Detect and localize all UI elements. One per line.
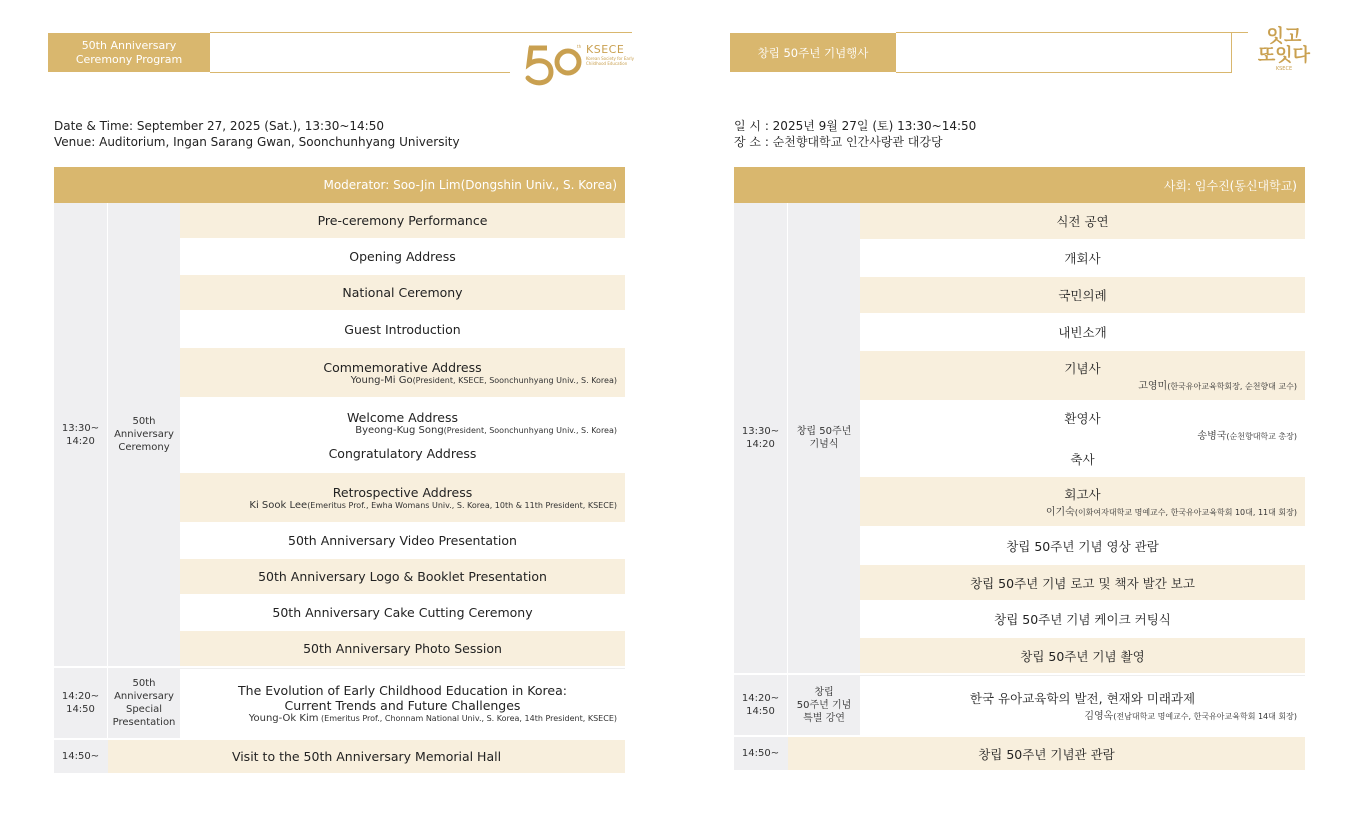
program-item: Opening Address — [180, 239, 625, 274]
moderator-bar: Moderator: Soo-Jin Lim(Dongshin Univ., S. Korea) — [54, 167, 625, 203]
program-item: 50th Anniversary Cake Cutting Ceremony — [180, 595, 625, 630]
final-item: 창립 50주년 기념관 관람 — [788, 737, 1305, 770]
event-datetime: 일 시 : 2025년 9월 27일 (토) 13:30~14:50 — [734, 119, 977, 133]
event-datetime: Date & Time: September 27, 2025 (Sat.), 13:30~14:50 — [54, 119, 384, 133]
final-item: Visit to the 50th Anniversary Memorial Hall — [108, 740, 625, 773]
program-item: 국민의례 — [860, 277, 1305, 313]
program-item: 개회사 — [860, 240, 1305, 276]
speaker: Young-Ok Kim (Emeritus Prof., Chonnam National Univ., S. Korea, 14th President, KSECE) — [248, 713, 617, 724]
logo-tagline: Korean Society for Early Childhood Education — [586, 56, 634, 66]
section-ceremony: 창립 50주년 기념식 — [796, 426, 852, 450]
event-venue: 장 소 : 순천향대학교 인간사랑관 대강당 — [734, 135, 943, 149]
program-item: Pre-ceremony Performance — [180, 203, 625, 238]
header-rule-bottom — [210, 72, 510, 73]
svg-text:th: th — [577, 44, 582, 49]
program-item: 창립 50주년 기념 촬영 — [860, 638, 1305, 673]
program-item: Welcome Address Byeong-Kug Song(President, Soonchunhyang Univ., S. Korea) Congratulatory Address — [180, 398, 625, 472]
header-tab: 50th Anniversary Ceremony Program — [48, 33, 210, 72]
speaker: Byeong-Kug Song(President, Soonchunhyang Univ., S. Korea) — [355, 424, 617, 436]
program-item: 창립 50주년 기념 영상 관람 — [860, 527, 1305, 564]
header-rule-bottom — [896, 72, 1231, 73]
special-lecture: The Evolution of Early Childhood Education in Korea: Current Trends and Future Challenges Young-Ok Kim (Emeritus Prof., Chonnam National Univ., S. Korea, 14th President, KSECE) — [180, 668, 625, 738]
time-slot-2: 14:20~ 14:50 — [741, 693, 780, 717]
program-item: 50th Anniversary Logo & Booklet Presentation — [180, 559, 625, 594]
time-slot-2: 14:20~ 14:50 — [61, 691, 100, 715]
program-item: Guest Introduction — [180, 311, 625, 347]
logo-org: KSECE — [586, 43, 625, 56]
program-item: 창립 50주년 기념 로고 및 책자 발간 보고 — [860, 565, 1305, 600]
fifty-logo-icon — [525, 42, 585, 88]
program-item: 내빈소개 — [860, 314, 1305, 350]
speaker: Ki Sook Lee(Emeritus Prof., Ewha Womans Univ., S. Korea, 10th & 11th President, KSECE) — [249, 499, 617, 511]
slogan-logo: 잇고 또잇다 KSECE — [1257, 26, 1311, 72]
program-item: 창립 50주년 기념 케이크 커팅식 — [860, 601, 1305, 637]
event-info — [54, 118, 460, 150]
program-item: National Ceremony — [180, 275, 625, 310]
program-item: 기념사 고영미(한국유아교육학회장, 순천향대 교수) — [860, 351, 1305, 400]
program-item: 회고사 이기숙(이화여자대학교 명예교수, 한국유아교육학회 10대, 11대 회장) — [860, 477, 1305, 526]
special-lecture: 한국 유아교육학의 발전, 현재와 미래과제 김영옥(전남대학교 명예교수, 한국유아교육학회 14대 회장) — [860, 675, 1305, 735]
section-special-presentation: 50th Anniversary Special Presentation — [112, 678, 176, 728]
speaker: Young-Mi Go(President, KSECE, Soonchunhyang Univ., S. Korea) — [350, 374, 617, 386]
program-item: 환영사 송병국(순천향대학교 총장) 축사 — [860, 401, 1305, 476]
program-item: 50th Anniversary Photo Session — [180, 631, 625, 666]
speaker: 이기숙(이화여자대학교 명예교수, 한국유아교육학회 10대, 11대 회장) — [1045, 507, 1297, 518]
anniversary-logo — [525, 42, 585, 92]
section-ceremony: 50th Anniversary Ceremony — [114, 416, 174, 453]
korean-program-page — [680, 0, 1360, 831]
time-slot-3: 14:50~ — [741, 748, 780, 759]
header-tab: 창립 50주년 기념행사 — [730, 33, 896, 72]
speaker: 송병국(순천향대학교 총장) — [1197, 431, 1297, 442]
section-special-lecture: 창립 50주년 기념 특별 강연 — [796, 686, 852, 724]
time-slot-1: 13:30~ 14:20 — [741, 426, 780, 450]
moderator-bar: 사회: 임수진(동신대학교) — [734, 167, 1305, 203]
speaker: 김영옥(전남대학교 명예교수, 한국유아교육학회 14대 회장) — [1084, 711, 1297, 722]
time-slot-3: 14:50~ — [61, 751, 100, 762]
time-slot-1: 13:30~ 14:20 — [61, 422, 100, 447]
program-item: Commemorative Address Young-Mi Go(President, KSECE, Soonchunhyang Univ., S. Korea) — [180, 348, 625, 397]
header-rule-top — [210, 32, 632, 33]
program-item: 50th Anniversary Video Presentation — [180, 523, 625, 558]
program-item: Retrospective Address Ki Sook Lee(Emeritus Prof., Ewha Womans Univ., S. Korea, 10th & 11th President, KSECE) — [180, 473, 625, 522]
program-item: 식전 공연 — [860, 203, 1305, 239]
event-venue: Venue: Auditorium, Ingan Sarang Gwan, Soonchunhyang University — [54, 135, 460, 149]
event-info — [734, 118, 976, 150]
header-rule-top — [896, 32, 1248, 33]
speaker: 고영미(한국유아교육학회장, 순천향대 교수) — [1138, 381, 1297, 392]
